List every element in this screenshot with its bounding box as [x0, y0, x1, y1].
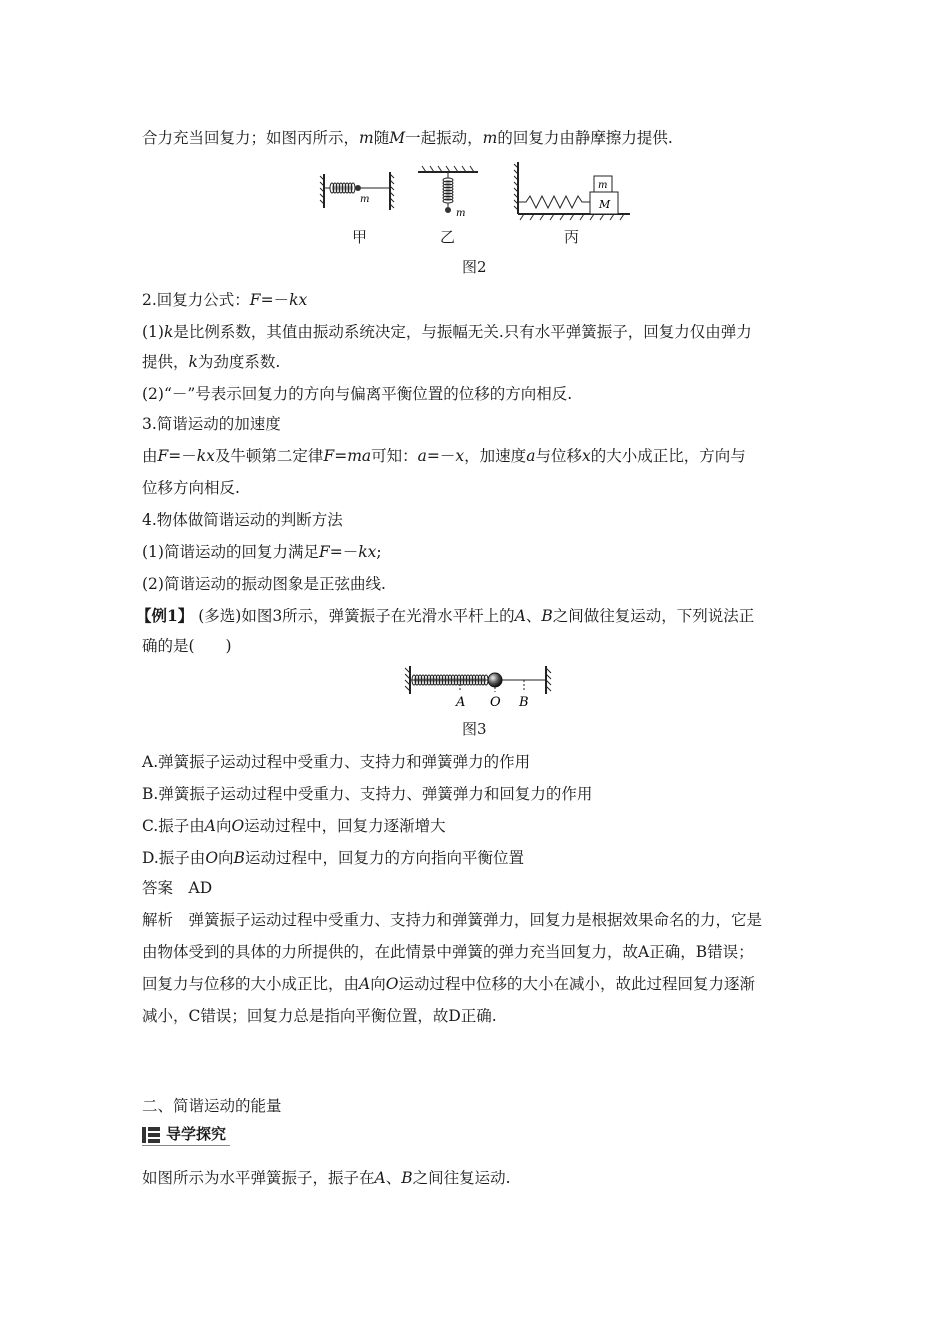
- fig2-label-yi: 乙: [440, 228, 456, 246]
- text-line: 【例1】 (多选)如图3所示，弹簧振子在光滑水平杆上的A、B之间做往复运动，下列说法正: [136, 606, 755, 625]
- option-d: D.振子由O向B运动过程中，回复力的方向指向平衡位置: [142, 849, 524, 867]
- answer: 答案 AD: [142, 879, 213, 897]
- fig2-yi-diagram: [418, 166, 478, 219]
- oscillator-ball: [488, 673, 502, 687]
- text-line: 3.简谐运动的加速度: [142, 415, 281, 433]
- fig3-label-O: O: [490, 695, 501, 710]
- section-title: 二、简谐运动的能量: [142, 1097, 282, 1115]
- analysis-line: 回复力与位移的大小成正比，由A向O运动过程中位移的大小在减小，故此过程回复力逐渐: [142, 975, 755, 993]
- fig2-caption: 图2: [462, 258, 487, 276]
- text-line: (1)k是比例系数，其值由振动系统决定，与振幅无关.只有水平弹簧振子，回复力仅由弹力: [142, 323, 752, 341]
- text-line: 位移方向相反.: [142, 479, 240, 497]
- text-line: (2)简谐运动的振动图象是正弦曲线.: [142, 575, 386, 593]
- text-line: (1)简谐运动的回复力满足F=－kx;: [142, 543, 382, 561]
- fig2-M-bing: M: [599, 198, 611, 211]
- fig2-jia-diagram: [320, 172, 394, 210]
- text-line: 2.回复力公式：F=－kx: [142, 291, 308, 309]
- text-line: (2)“－”号表示回复力的方向与偏离平衡位置的位移的方向相反.: [142, 385, 573, 403]
- fig2-label-jia: 甲: [352, 228, 368, 246]
- text-line: 确的是( ): [142, 637, 232, 655]
- analysis-line: 由物体受到的具体的力所提供的，在此情景中弹簧的弹力充当回复力，故A正确，B错误；: [142, 943, 754, 961]
- fig2-m-jia: m: [360, 194, 370, 205]
- analysis-line: 减小，C错误；回复力总是指向平衡位置，故D正确.: [142, 1007, 497, 1025]
- fig2-m-bing: m: [598, 180, 608, 191]
- option-c: C.振子由A向O运动过程中，回复力逐渐增大: [142, 817, 446, 835]
- guide-icon: [142, 1127, 160, 1143]
- fig3-label-A: A: [456, 695, 466, 710]
- fig3-label-B: B: [519, 695, 529, 710]
- figure-2: [318, 158, 638, 230]
- option-b: B.弹簧振子运动过程中受重力、支持力、弹簧弹力和回复力的作用: [142, 785, 593, 803]
- guide-heading: [142, 1125, 230, 1146]
- fig2-m-yi: m: [456, 208, 466, 219]
- guide-label: 导学探究: [166, 1125, 227, 1143]
- text-line: 提供，k为劲度系数.: [142, 353, 281, 371]
- text-line: 4.物体做简谐运动的判断方法: [142, 511, 343, 529]
- text-line: 合力充当回复力；如图丙所示，m随M一起振动，m的回复力由静摩擦力提供.: [142, 129, 673, 147]
- text-line: 如图所示为水平弹簧振子，振子在A、B之间往复运动.: [142, 1169, 511, 1187]
- option-a: A.弹簧振子运动过程中受重力、支持力和弹簧弹力的作用: [142, 753, 531, 771]
- analysis-line: 解析 弹簧振子运动过程中受重力、支持力和弹簧弹力，回复力是根据效果命名的力，它是: [142, 911, 763, 929]
- figure-3: [402, 664, 556, 710]
- fig2-bing-diagram: [514, 162, 630, 220]
- fig2-label-bing: 丙: [564, 228, 580, 246]
- fig3-caption: 图3: [462, 720, 487, 738]
- text-line: 由F=－kx及牛顿第二定律F=ma可知：a=－x，加速度a与位移x的大小成正比，方向与: [142, 447, 746, 465]
